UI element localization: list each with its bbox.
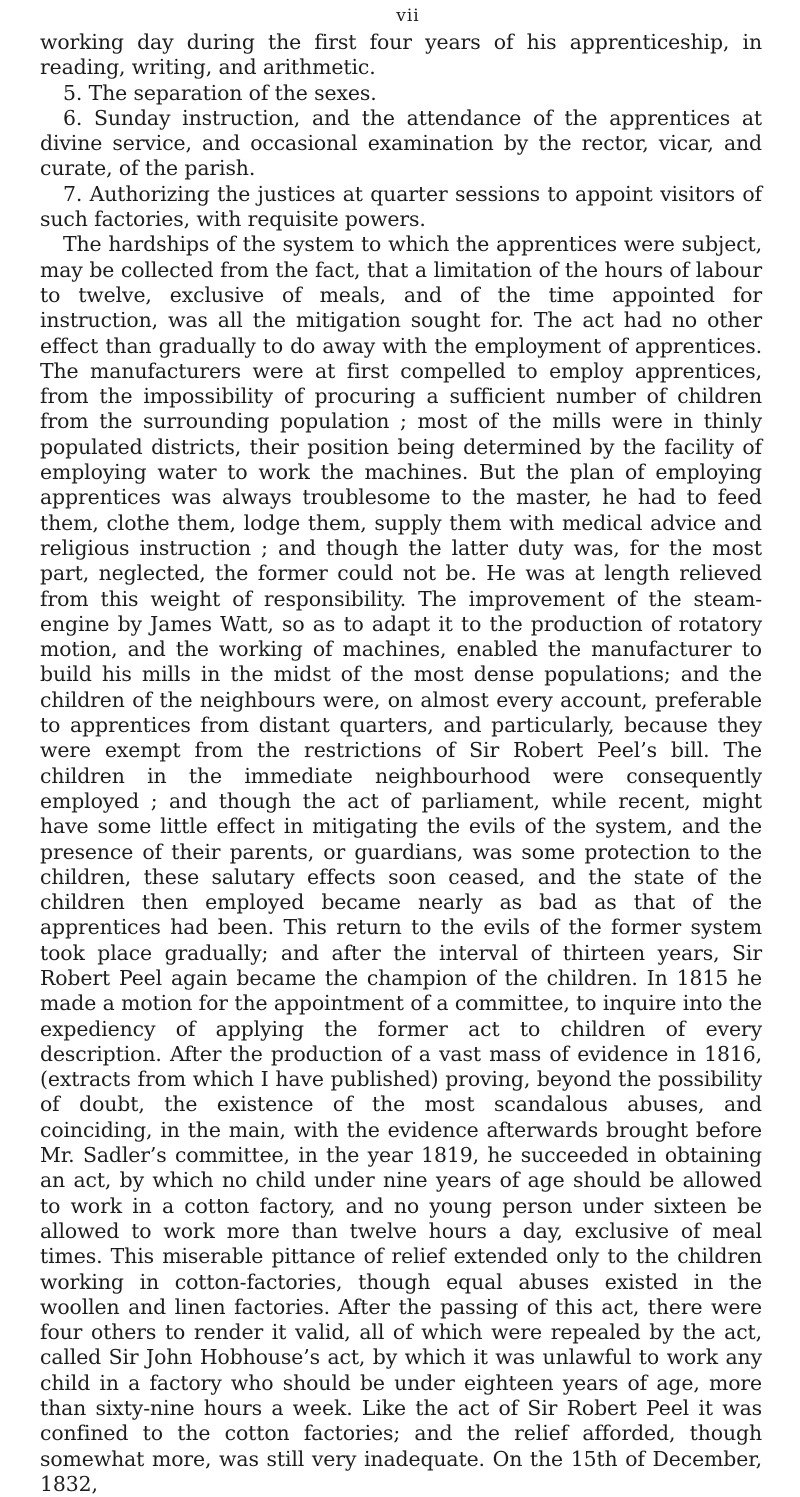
page-number: vii: [396, 6, 420, 26]
main-paragraph: The hardships of the system to which the apprentices were subject, may be collected from the fact, that a limitation of the hours of labour to twelve, exclusive of meals, and of the time appointed for instruction, was all the mitigation sought for. The act had no other effect than gradually to do away with the employment of apprentices. The manufacturers were at first compelled to employ apprentices, from the impossibility of procuring a sufficient number of children from the surrounding population ; most of the mills were in thinly populated districts, their position being determined by the facility of employing water to work the machines. But the plan of employing apprentices was always troublesome to the master, he had to feed them, clothe them, lodge them, supply them with medical advice and religious instruction ; and though the latter duty was, for the most part, neglected, the former could not be. He was at length relieved from this weight of responsibility. The improvement of the steam-engine by James Watt, so as to adapt it to the production of rotatory motion, and the working of machines, enabled the manufacturer to build his mills in the midst of the most dense populations; and the children of the neighbours were, on almost every account, preferable to apprentices from distant quarters, and particularly, because they were exempt from the restrictions of Sir Robert Peel’s bill. The children in the immediate neighbourhood were consequently employed ; and though the act of parliament, while recent, might have some little effect in mitigating the evils of the system, and the presence of their parents, or guardians, was some protection to the children, these salutary effects soon ceased, and the state of the children then employed became nearly as bad as that of the apprentices had been. This return to the evils of the former system took place gradually; and after the interval of thirteen years, Sir Robert Peel again became the champion of the children. In 1815 he made a motion for the appointment of a committee, to inquire into the expediency of applying the former act to children of every description. After the production of a vast mass of evidence in 1816, (extracts from which I have published) proving, beyond the possibility of doubt, the existence of the most scandalous abuses, and coinciding, in the main, with the evidence afterwards brought before Mr. Sadler’s committee, in the year 1819, he succeeded in obtaining an act, by which no child under nine years of age should be allowed to work in a cotton factory, and no young person under sixteen be allowed to work more than twelve hours a day, exclusive of meal times. This miserable pittance of relief extended only to the children working in cotton-factories, though equal abuses existed in the woollen and linen factories. After the passing of this act, there were four others to render it valid, all of which were repealed by the act, called Sir John Hobhouse’s act, by which it was unlawful to work any child in a factory who should be under eighteen years of age, more than sixty-nine hours a week. Like the act of Sir Robert Peel it was confined to the cotton factories; and the relief afforded, though somewhat more, was still very inadequate. On the 15th of December, 1832,: [40, 232, 762, 1496]
list-item-5: 5. The separation of the sexes.: [63, 80, 377, 105]
page-body: [40, 30, 762, 1497]
book-page: [40, 0, 762, 1496]
continuation-text: working day during the first four years of his apprenticeship, in reading, writing, and arithmetic.: [40, 30, 762, 80]
list-item-6: 6. Sunday instruction, and the attendance of the apprentices at divine service, and occasional examination by the rector, vicar, and curate, of the parish.: [40, 105, 762, 181]
list-item-7: 7. Authorizing the justices at quarter sessions to appoint visitors of such factories, with requisite powers.: [40, 181, 762, 232]
